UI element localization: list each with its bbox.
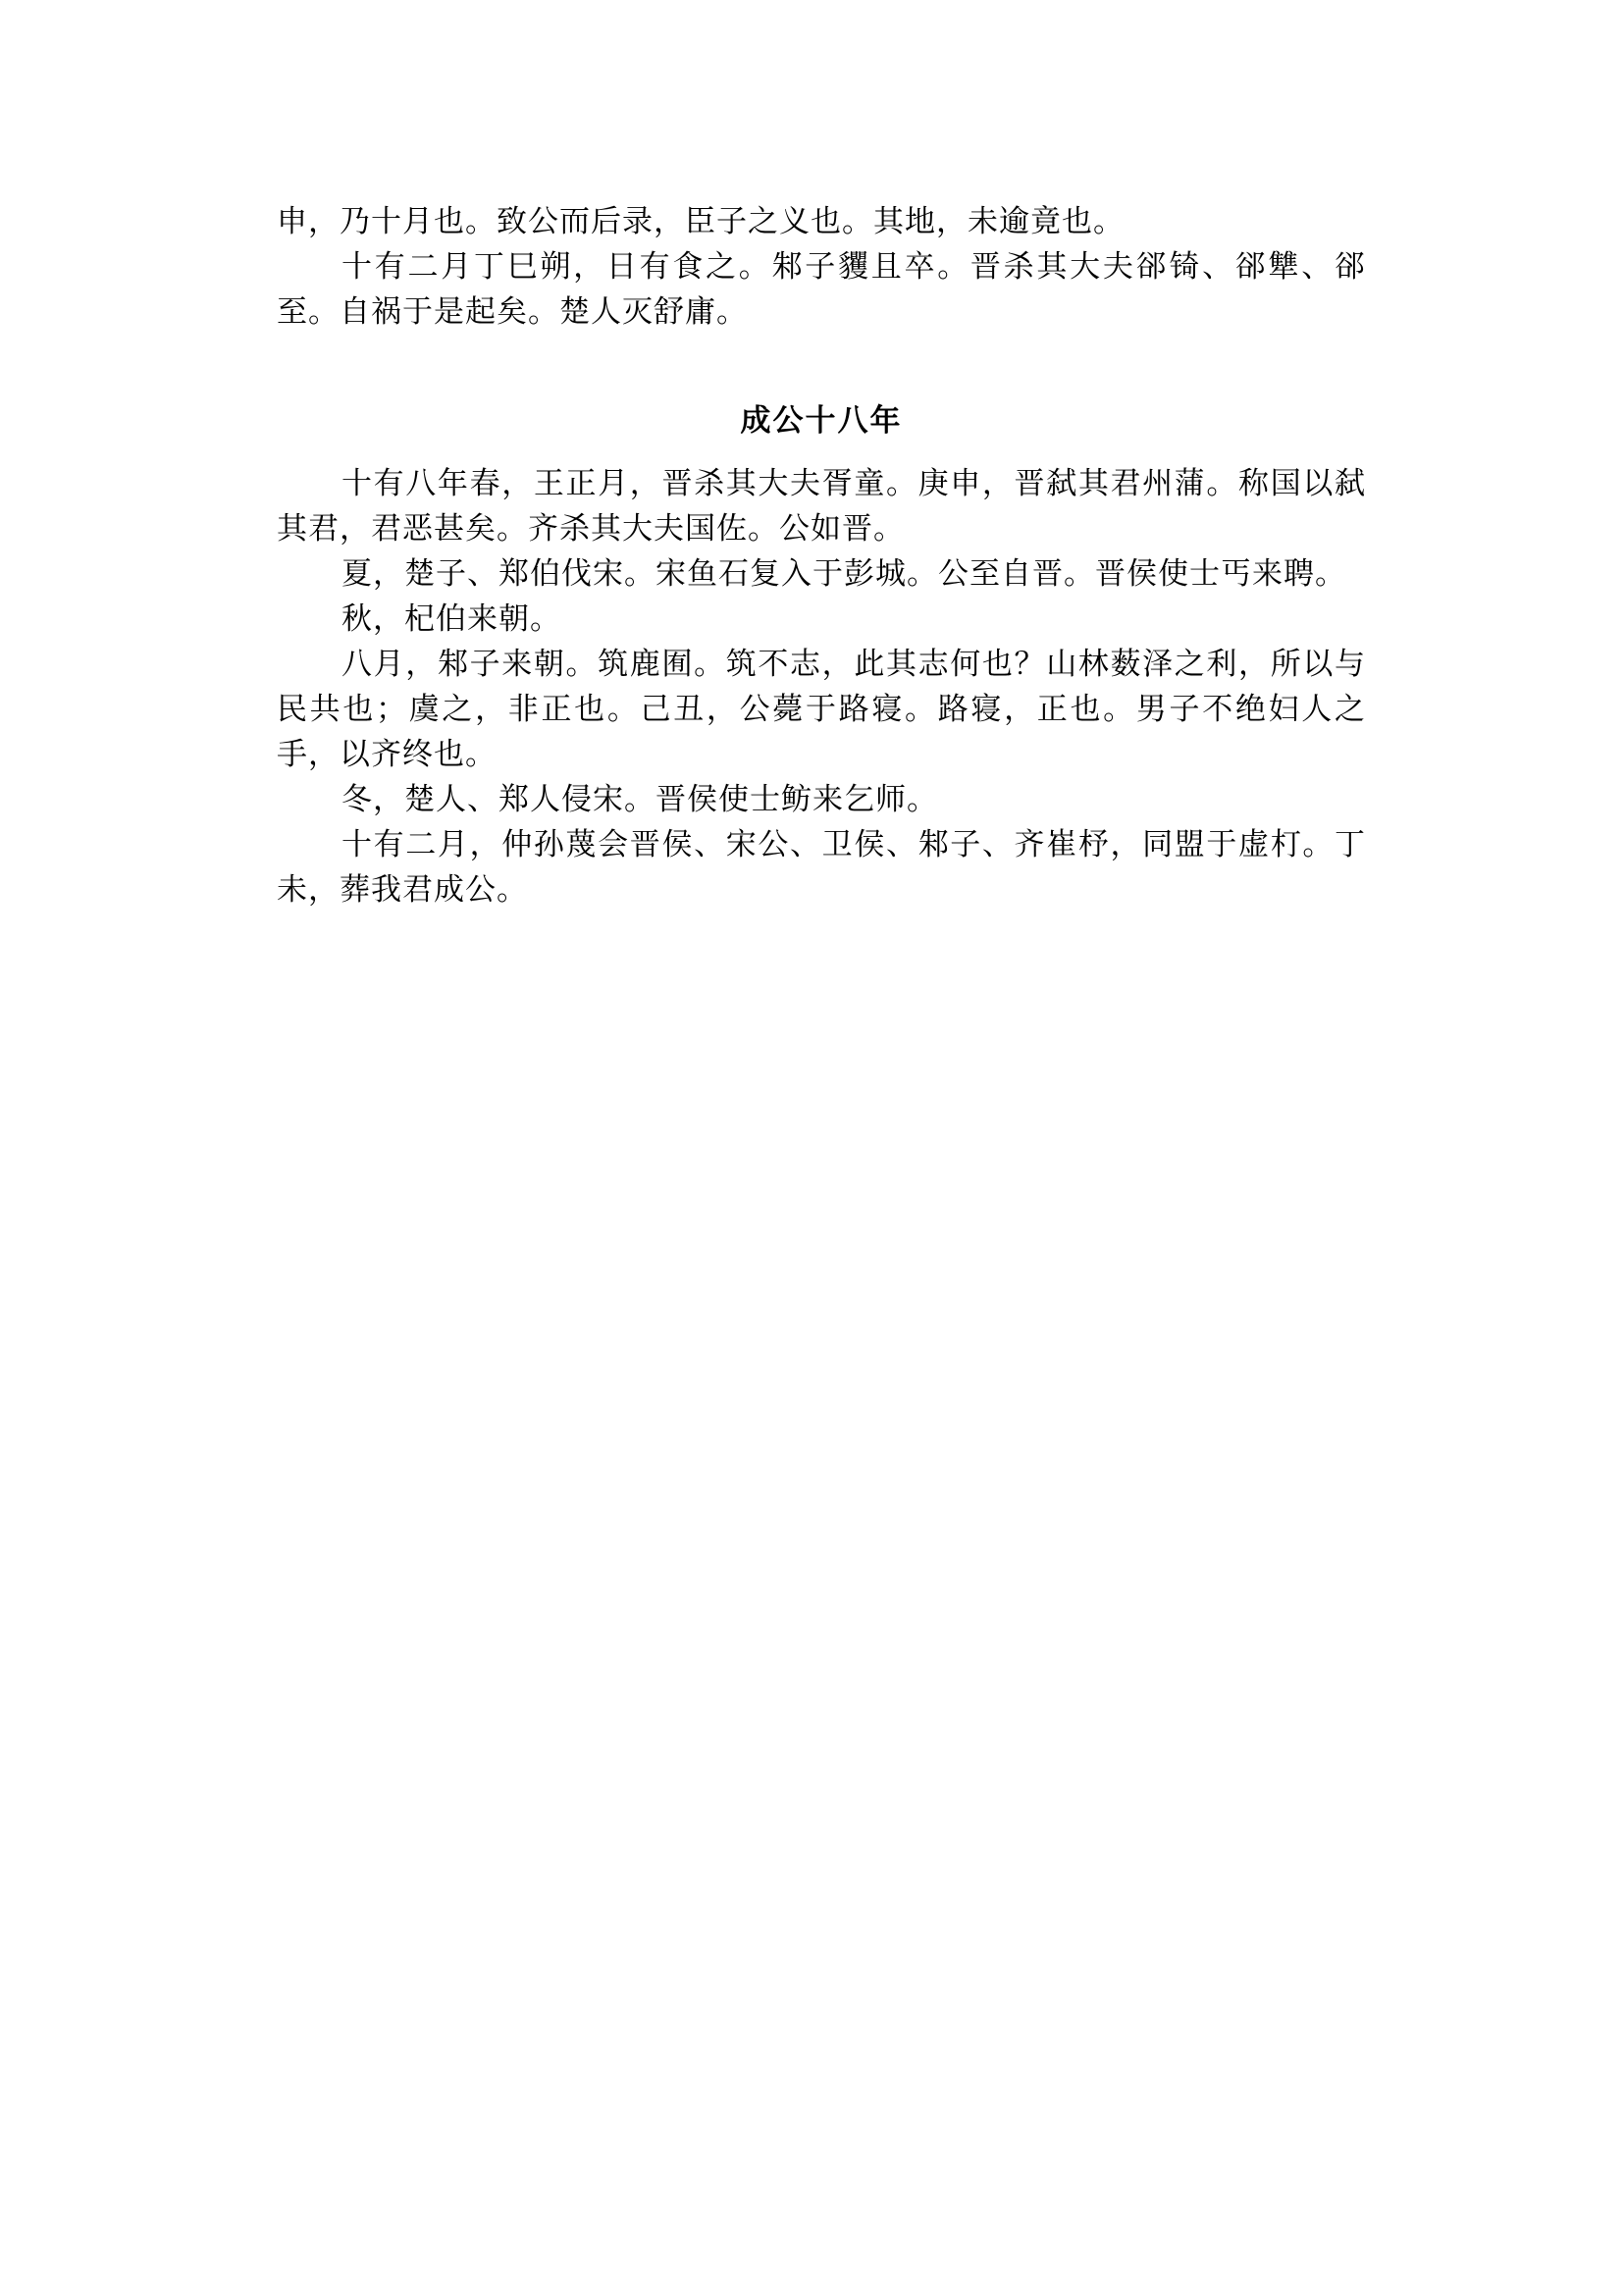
paragraph: 十有二月，仲孙蔑会晋侯、宋公、卫侯、邾子、齐崔杼，同盟于虚朾。丁未，葬我君成公。 [277, 827, 1366, 908]
paragraph-continuation: 申，乃十月也。致公而后录，臣子之义也。其地，未逾竟也。 [277, 204, 1125, 239]
section-title: 成公十八年 [740, 402, 903, 439]
section-text-block [277, 461, 1366, 912]
paragraph: 夏，楚子、郑伯伐宋。宋鱼石复入于彭城。公至自晋。晋侯使士丐来聘。 [341, 556, 1346, 592]
paragraph: 八月，邾子来朝。筑鹿囿。筑不志，此其志何也？山林薮泽之利，所以与民共也；虞之，非正也。己丑，公薨于路寝。路寝，正也。男子不绝妇人之手，以齐终也。 [277, 647, 1366, 772]
paragraph: 秋，杞伯来朝。 [341, 601, 561, 637]
paragraph: 十有八年春，王正月，晋杀其大夫胥童。庚申，晋弑其君州蒲。称国以弑其君，君恶甚矣。齐杀其大夫国佐。公如晋。 [277, 466, 1366, 547]
paragraph: 十有二月丁巳朔，日有食之。邾子貜且卒。晋杀其大夫郤锜、郤犨、郤至。自祸于是起矣。楚人灭舒庸。 [277, 249, 1366, 330]
top-text-block [277, 199, 1366, 335]
paragraph: 冬，楚人、郑人侵宋。晋侯使士鲂来乞师。 [341, 782, 938, 817]
